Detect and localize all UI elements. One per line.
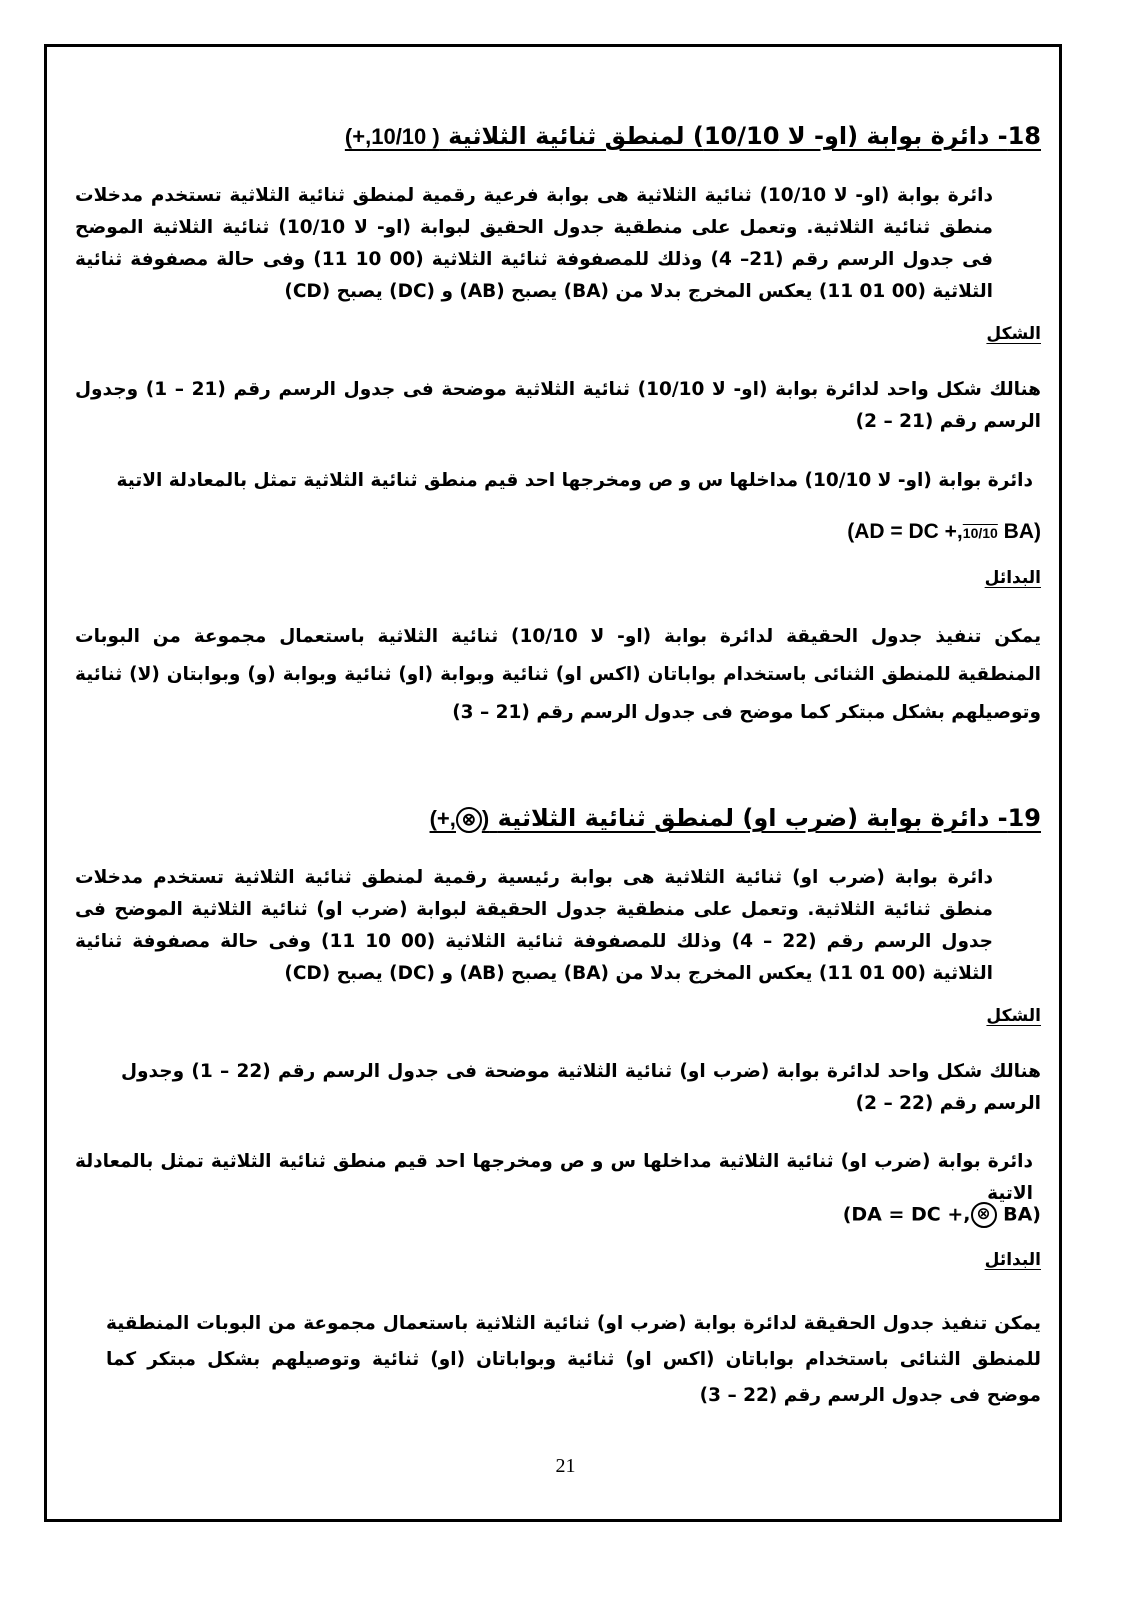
otimes-icon: ⊗: [456, 807, 482, 833]
section-18-alternatives-text: يمكن تنفيذ جدول الحقيقة لدائرة بوابة (او- لا 10/10) ثنائية الثلاثية باستعمال مجموعة من البوبات المنطقية للمنطق الثنائى باستخدام بواباتان (اكس او) ثنائية وبوابة (او) ثنائية وبوابة (و) وبوابتان (لا) ثنائية وتوصيلهم بشكل مبتكر كما موضح فى جدول الرسم رقم (21 – 3): [75, 626, 1042, 723]
title-19-open-paren: (: [481, 806, 490, 831]
page-number: 21: [555, 1455, 576, 1477]
section-18-alternatives-label: البدائل: [984, 568, 1041, 588]
section-19-shape-text: هنالك شكل واحد لدائرة بوابة (ضرب او) ثنائية الثلاثية موضحة فى جدول الرسم رقم (22 – 1) وجدول الرسم رقم (22 – 2): [121, 1061, 1041, 1114]
equation-19-left: (DA = DC +,: [842, 1203, 971, 1226]
section-19-title-symbol: [430, 806, 490, 831]
section-18-heading: [91, 122, 1041, 150]
section-18-title-symbol: ( 10/10,+): [344, 124, 440, 149]
section-19-heading: [91, 804, 1041, 833]
section-18-shape-label: الشكل: [986, 324, 1041, 344]
section-18-intro: دائرة بوابة (او- لا 10/10) ثنائية الثلاثية هى بوابة فرعية رقمية لمنطق ثنائية الثلاثية تستخدم مدخلات منطق ثنائية الثلاثية. وتعمل على منطقية جدول الحقيق لبوابة (او- لا 10/10) ثنائية الثلاثية الموضح فى جدول الرسم رقم (21– 4) وذلك للمصفوفة ثنائية الثلاثية (00 10 11) وفى حالة مصفوفة ثنائية الثلاثية (00 01 11) يعكس المخرج بدلا من (BA) يصبح (AB) و (DC) يصبح (CD): [75, 185, 994, 302]
equation-19-right: BA): [996, 1203, 1041, 1226]
section-18-shape-text: هنالك شكل واحد لدائرة بوابة (او- لا 10/10) ثنائية الثلاثية موضحة فى جدول الرسم رقم (21 – 1) وجدول الرسم رقم (21 – 2): [75, 379, 1041, 432]
section-19-alternatives-text: يمكن تنفيذ جدول الحقيقة لدائرة بوابة (ضرب او) ثنائية الثلاثية باستعمال مجموعة من البوبات المنطقية للمنطق الثنائى باستخدام بواباتان (اكس او) ثنائية وبواباتان (او) ثنائية وتوصيلهم بشكل مبتكر كما موضح فى جدول الرسم رقم (22 – 3): [106, 1313, 1041, 1406]
section-18-equation: [541, 520, 1041, 544]
section-18-equation-intro: دائرة بوابة (او- لا 10/10) مداخلها س و ص ومخرجها احد قيم منطق ثنائية الثلاثية تمثل بالمعادلة الاتية: [116, 470, 1033, 491]
section-19-shape-label: الشكل: [986, 1006, 1041, 1026]
section-18-title: 18- دائرة بوابة (او- لا 10/10) لمنطق ثنائية الثلاثية: [448, 122, 1041, 150]
section-19-equation: [541, 1202, 1041, 1228]
title-19-close: ,+): [429, 806, 456, 831]
equation-18-operator: 10/10: [962, 525, 998, 541]
section-19-equation-intro: دائرة بوابة (ضرب او) ثنائية الثلاثية مداخلها س و ص ومخرجها احد قيم منطق ثنائية الثلاثية تمثل بالمعادلة الاتية: [75, 1151, 1033, 1204]
equation-18-left: (AD = DC +,: [847, 520, 963, 543]
section-19-alternatives-label: البدائل: [984, 1250, 1041, 1270]
otimes-icon: ⊗: [971, 1202, 997, 1228]
equation-18-right: BA): [997, 520, 1041, 543]
section-19-intro: دائرة بوابة (ضرب او) ثنائية الثلاثية هى بوابة رئيسية رقمية لمنطق ثنائية الثلاثية تستخدم مدخلات منطق ثنائية الثلاثية. وتعمل على منطقية جدول الحقيقة لبوابة (ضرب او) ثنائية الثلاثية الموضح فى جدول الرسم رقم (22 – 4) وذلك للمصفوفة ثنائية الثلاثية (00 10 11) وفى حالة مصفوفة ثنائية الثلاثية (00 01 11) يعكس المخرج بدلا من (BA) يصبح (AB) و (DC) يصبح (CD): [75, 867, 993, 984]
section-19-title: 19- دائرة بوابة (ضرب او) لمنطق ثنائية الثلاثية: [497, 804, 1041, 832]
